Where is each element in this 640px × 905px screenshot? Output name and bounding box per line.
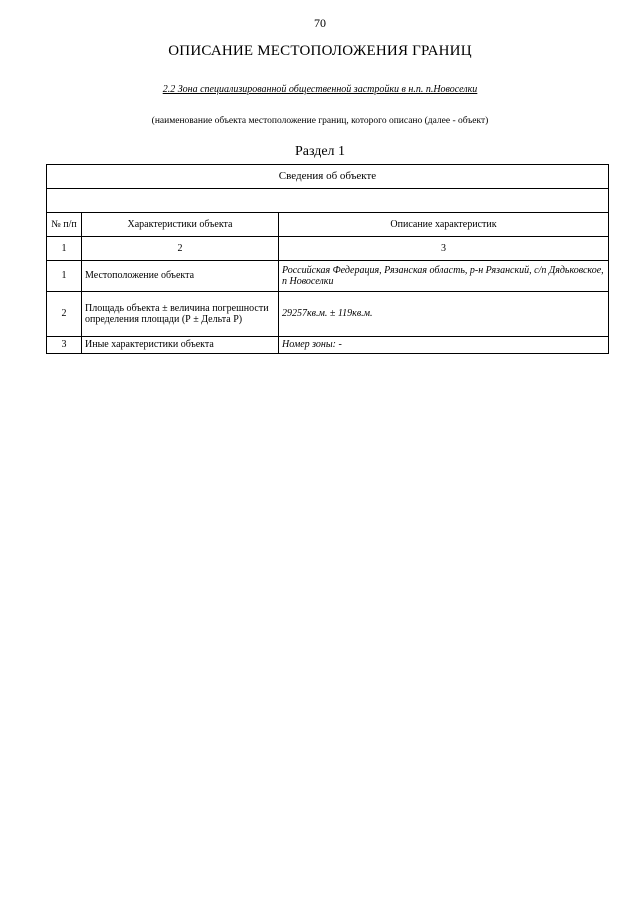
object-info-table — [46, 164, 609, 354]
row-description: Российская Федерация, Рязанская область, р-н Рязанский, с/п Дядьковское, п Новоселки — [279, 261, 609, 292]
zone-name — [0, 84, 640, 95]
page-title: ОПИСАНИЕ МЕСТОПОЛОЖЕНИЯ ГРАНИЦ — [168, 43, 472, 59]
section-title: Раздел 1 — [294, 144, 346, 159]
row-characteristic: Местоположение объекта — [82, 261, 279, 292]
table-row — [47, 292, 609, 337]
row-number: 2 — [47, 292, 82, 337]
table-row — [47, 261, 609, 292]
header-number: № п/п — [47, 213, 82, 237]
column-number-1: 1 — [47, 237, 82, 261]
row-characteristic: Площадь объекта ± величина погрешности определения площади (Р ± Дельта Р) — [82, 292, 279, 337]
row-description: Номер зоны: - — [279, 337, 609, 354]
column-number-3: 3 — [279, 237, 609, 261]
column-number-2: 2 — [82, 237, 279, 261]
table-row — [47, 337, 609, 354]
table-column-numbers-row — [47, 237, 609, 261]
table-blank-row — [47, 189, 609, 213]
table-title: Сведения об объекте — [47, 165, 609, 189]
page-number: 70 — [314, 16, 326, 30]
table-header-row — [47, 213, 609, 237]
header-description: Описание характеристик — [279, 213, 609, 237]
row-characteristic: Иные характеристики объекта — [82, 337, 279, 354]
row-number: 1 — [47, 261, 82, 292]
row-number: 3 — [47, 337, 82, 354]
object-caption: (наименование объекта местоположение границ, которого описано (далее - объект) — [151, 116, 489, 126]
row-description: 29257кв.м. ± 119кв.м. — [279, 292, 609, 337]
zone-name-text: 2.2 Зона специализированной общественной застройки в н.п. п.Новоселки — [162, 84, 478, 95]
header-characteristic: Характеристики объекта — [82, 213, 279, 237]
